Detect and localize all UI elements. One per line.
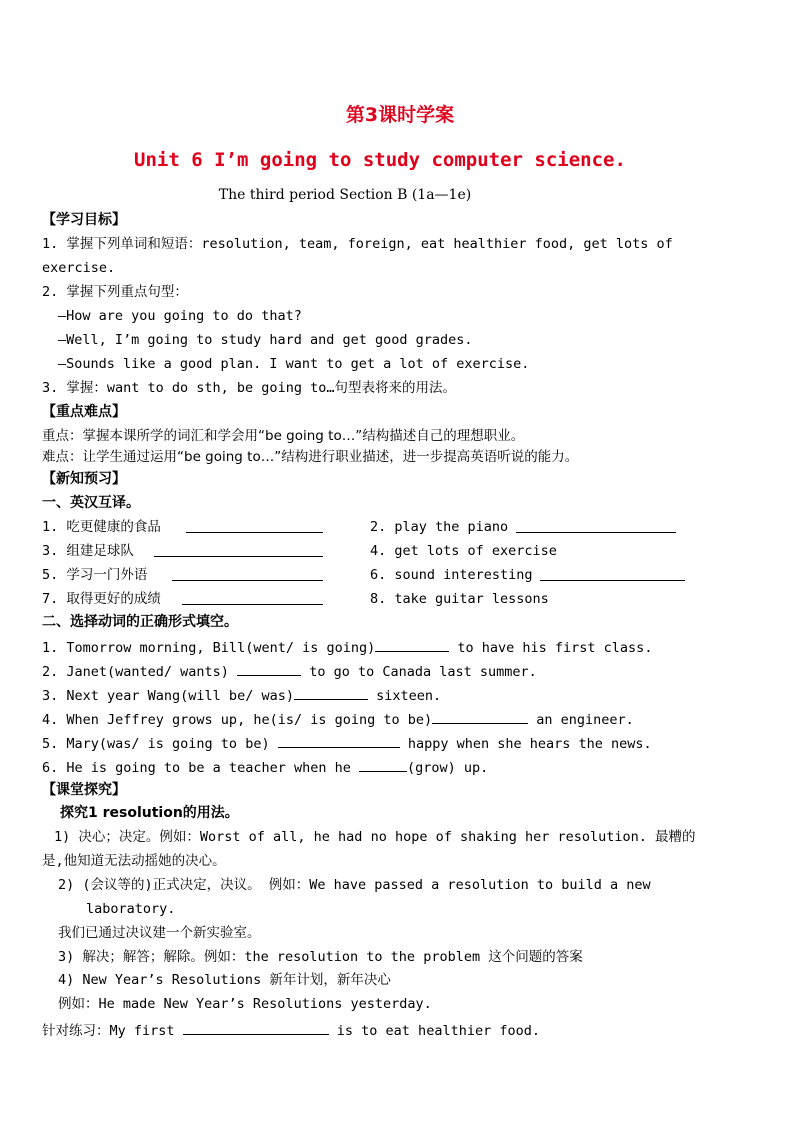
answer-blank[interactable] <box>432 709 528 724</box>
lesson-title: 第3课时学案 <box>345 104 455 126</box>
answer-blank[interactable] <box>182 590 323 605</box>
meaning-4: 4) New Year’s Resolutions 新年计划，新年决心 <box>58 972 391 988</box>
part2-heading: 二、选择动词的正确形式填空。 <box>42 614 238 630</box>
meaning-3: 3) 解决；解答；解除。例如：the resolution to the problem 这个问题的答案 <box>58 949 583 965</box>
meaning-1-line2: 是,他知道无法动摇她的决心。 <box>42 853 226 869</box>
objective-1-line2: exercise. <box>42 260 116 276</box>
meaning-4-example: 例如：He made New Year’s Resolutions yesterday. <box>58 996 432 1012</box>
objective-3: 3. 掌握：want to do sth, be going to…句型表将来的用法。 <box>42 380 456 396</box>
translate-item-2: 2. play the piano <box>370 519 509 535</box>
fill-item-2: 2. Janet(wanted/ wants) to go to Canada last summer. <box>42 661 537 681</box>
translate-item-1: 1. 吃更健康的食品 <box>42 519 161 535</box>
period-subtitle: The third period Section B (1a—1e) <box>218 187 472 203</box>
part1-heading: 一、英汉互译。 <box>42 495 140 511</box>
answer-blank[interactable] <box>154 542 323 557</box>
meaning-2-line1: 2) (会议等的)正式决定，决议。 例如：We have passed a resolution to build a new <box>58 877 651 893</box>
answer-blank[interactable] <box>172 566 323 581</box>
answer-blank[interactable] <box>294 685 368 700</box>
objective-1-line1: 1. 掌握下列单词和短语：resolution, team, foreign, eat healthier food, get lots of <box>42 236 673 252</box>
explore-topic: 探究1 resolution的用法。 <box>60 805 239 821</box>
translate-item-8: 8. take guitar lessons <box>370 591 549 607</box>
answer-blank[interactable] <box>516 518 676 533</box>
fill-item-5: 5. Mary(was/ is going to be) happy when she hears the news. <box>42 733 652 753</box>
keypoints-heading: 【重点难点】 <box>42 404 126 420</box>
unit-title: Unit 6 I’m going to study computer science. <box>134 149 626 171</box>
answer-blank[interactable] <box>186 518 323 533</box>
practice-item: 针对练习：My first is to eat healthier food. <box>42 1020 540 1040</box>
dialog-line-1: —How are you going to do that? <box>58 308 302 324</box>
answer-blank[interactable] <box>359 757 407 772</box>
translate-item-5: 5. 学习一门外语 <box>42 567 148 583</box>
answer-blank[interactable] <box>540 566 685 581</box>
preview-heading: 【新知预习】 <box>42 471 126 487</box>
answer-blank[interactable] <box>183 1020 329 1035</box>
meaning-2-line2: laboratory. <box>86 901 176 917</box>
translate-item-6: 6. sound interesting <box>370 567 533 583</box>
dialog-line-2: —Well, I’m going to study hard and get good grades. <box>58 332 473 348</box>
fill-item-1: 1. Tomorrow morning, Bill(went/ is going) to have his first class. <box>42 637 652 657</box>
meaning-1-line1: 1) 决心；决定。例如：Worst of all, he had no hope of shaking her resolution. 最糟的 <box>54 829 696 845</box>
translate-item-4: 4. get lots of exercise <box>370 543 557 559</box>
fill-item-6: 6. He is going to be a teacher when he (grow) up. <box>42 757 488 777</box>
fill-item-4: 4. When Jeffrey grows up, he(is/ is going to be) an engineer. <box>42 709 634 729</box>
explore-heading: 【课堂探究】 <box>42 782 126 798</box>
answer-blank[interactable] <box>375 637 449 652</box>
dialog-line-3: —Sounds like a good plan. I want to get a lot of exercise. <box>58 356 530 372</box>
translate-item-7: 7. 取得更好的成绩 <box>42 591 161 607</box>
objectives-heading: 【学习目标】 <box>42 212 126 228</box>
difficulty-point: 难点：让学生通过运用“be going to…”结构进行职业描述，进一步提高英语听说的能力。 <box>42 449 579 465</box>
fill-item-3: 3. Next year Wang(will be/ was) sixteen. <box>42 685 441 705</box>
answer-blank[interactable] <box>278 733 400 748</box>
focus-point: 重点：掌握本课所学的词汇和学会用“be going to…”结构描述自己的理想职业。 <box>42 428 525 444</box>
answer-blank[interactable] <box>237 661 301 676</box>
translate-item-3: 3. 组建足球队 <box>42 543 134 559</box>
objective-2: 2. 掌握下列重点句型： <box>42 284 188 300</box>
meaning-2-line3: 我们已通过决议建一个新实验室。 <box>58 925 261 941</box>
